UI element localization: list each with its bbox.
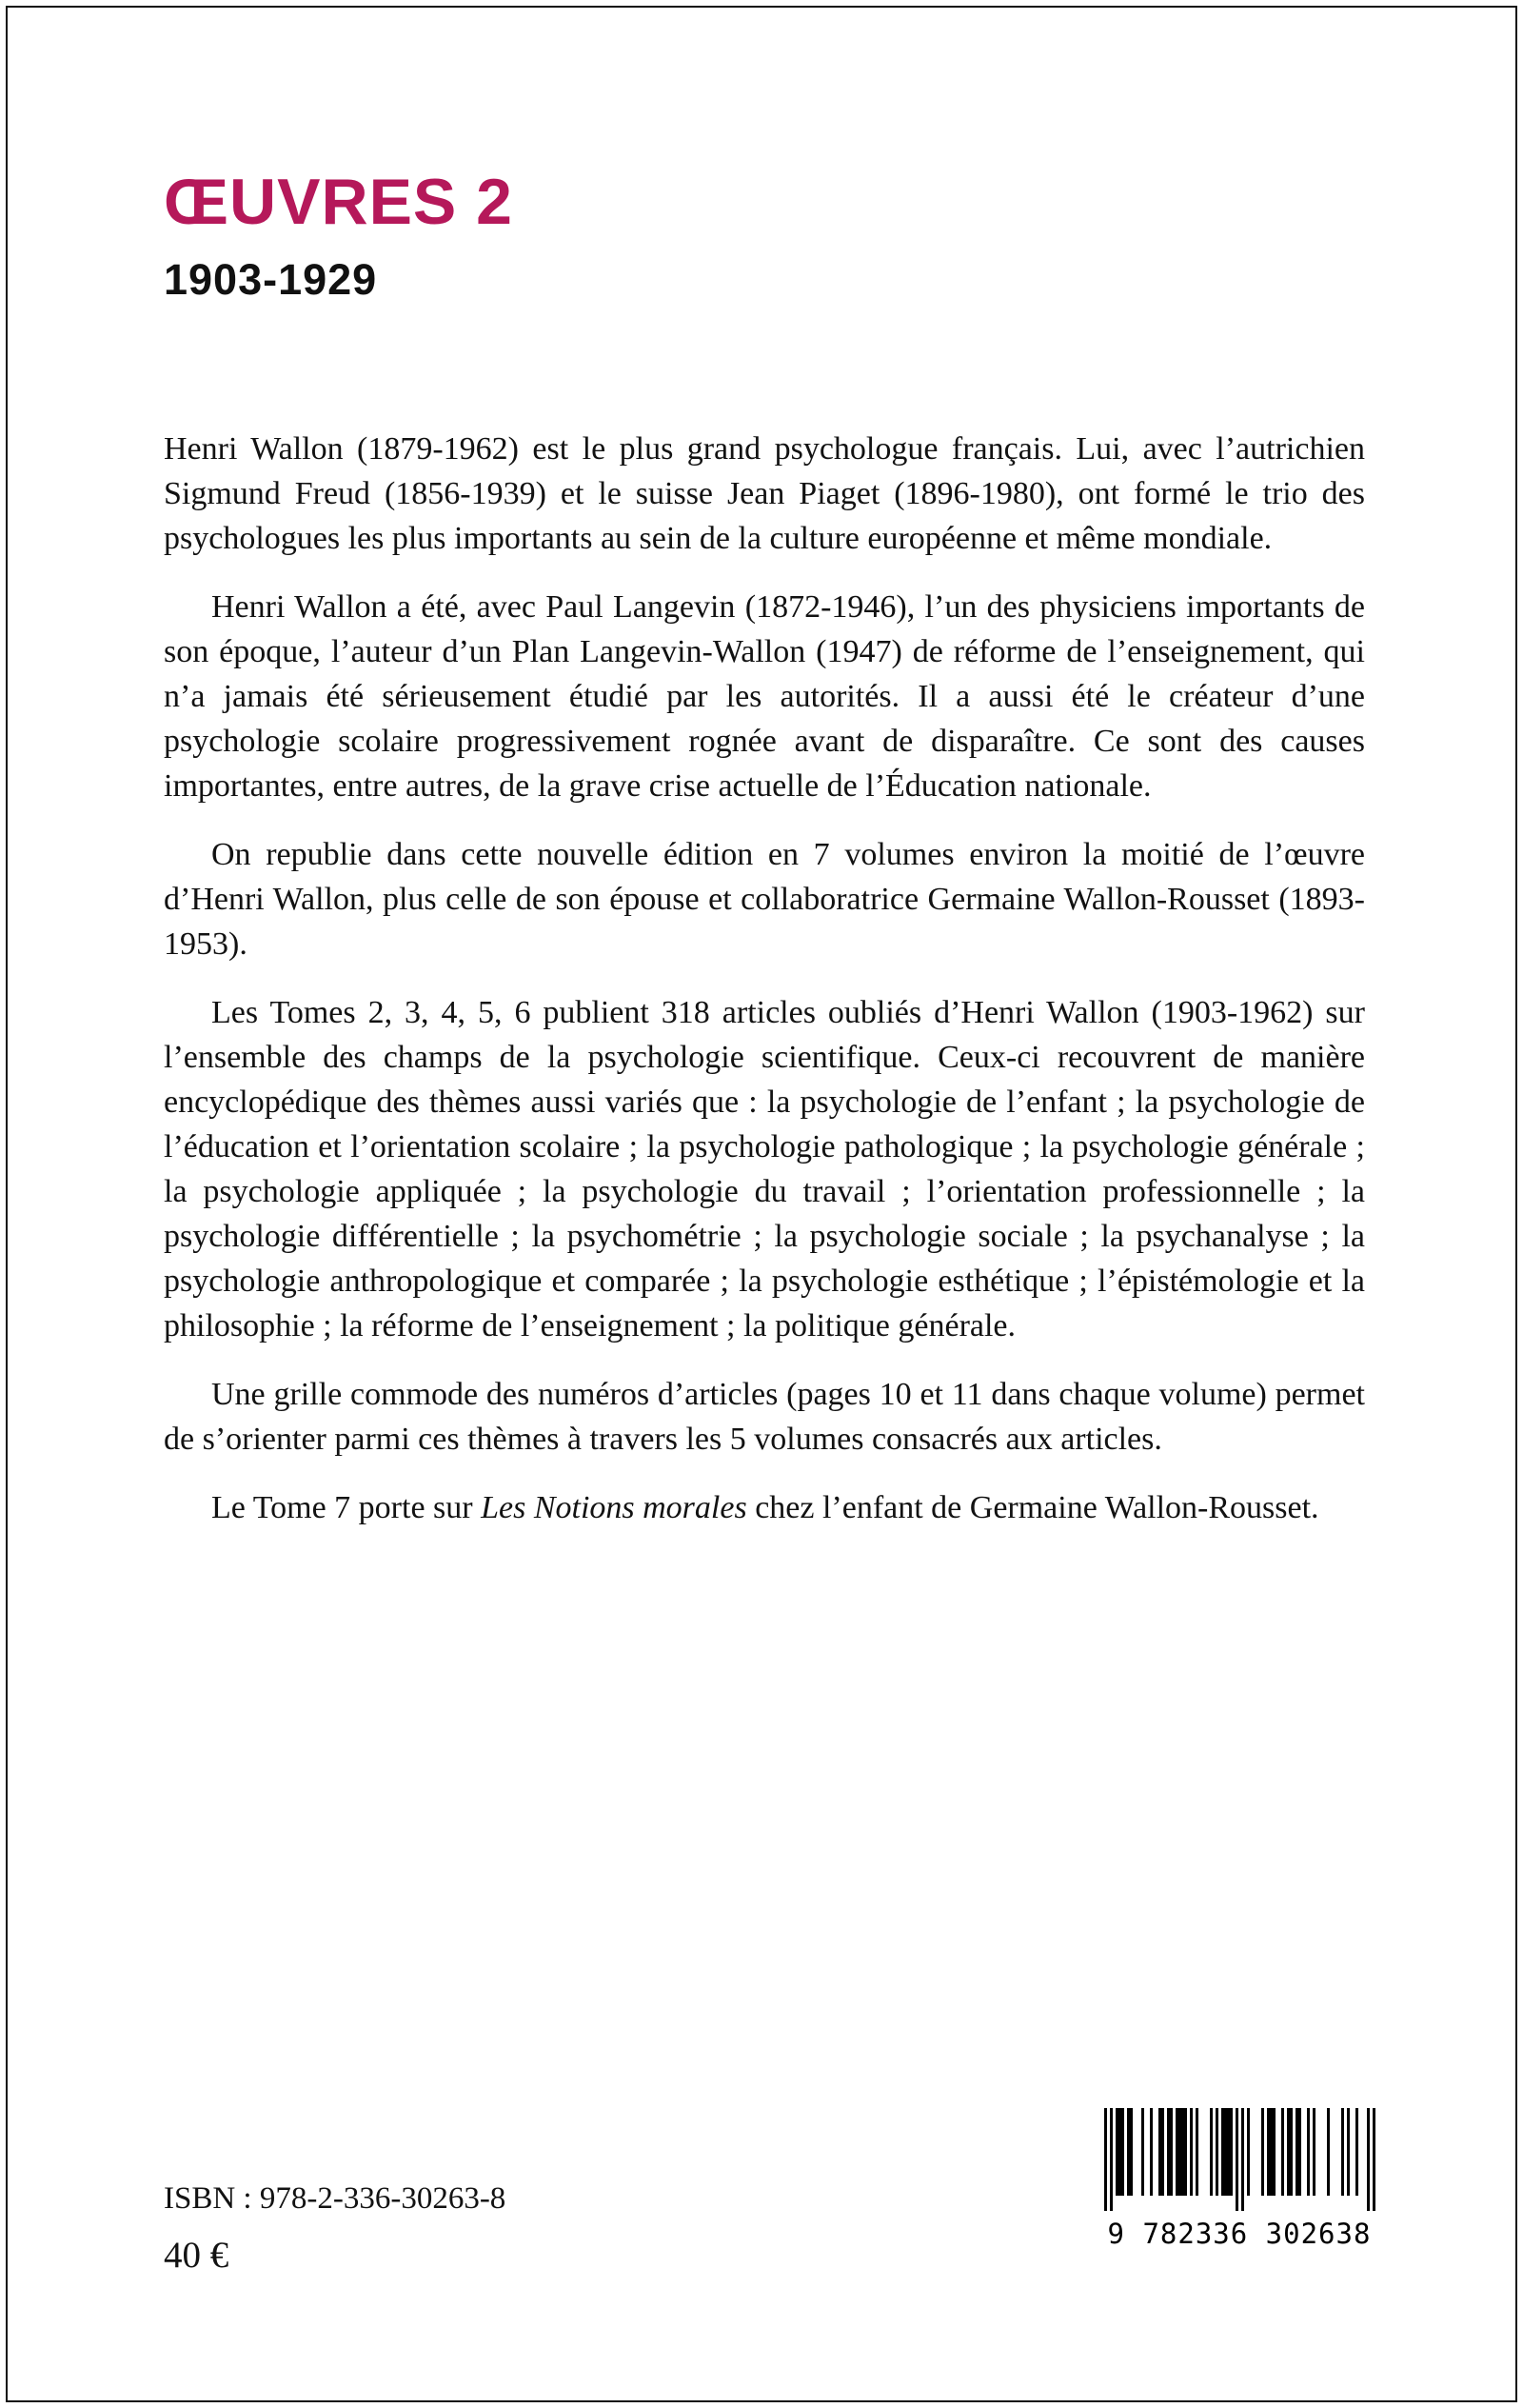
paragraph-grille: Une grille commode des numéros d’articles (pages 10 et 11 dans chaque volume) permet de s’orienter parmi ces thèmes à travers les 5 volumes consacrés aux articles. [164, 1377, 1365, 1457]
tome7-suffix: chez l’enfant de Germaine Wallon-Rousset. [746, 1490, 1319, 1525]
book-subtitle-years: 1903-1929 [164, 255, 378, 304]
barcode [1097, 2108, 1382, 2250]
paragraph-tome7 [164, 1485, 1365, 1530]
tome7-prefix: Le Tome 7 porte sur [211, 1490, 482, 1525]
paragraph-intro: Henri Wallon (1879-1962) est le plus grand psychologue français. Lui, avec l’autrichien Sigmund Freud (1856-1939) et le suisse Jean Piaget (1896-1980), ont formé le trio des psychologues les plus importants au sein de la culture européenne et même mondiale. [164, 431, 1365, 556]
barcode-number: 9 782336 302638 [1107, 2218, 1372, 2250]
cover-header [164, 166, 513, 305]
price: 40 € [164, 2234, 229, 2276]
paragraph-langevin: Henri Wallon a été, avec Paul Langevin (1872-1946), l’un des physiciens importants de son époque, l’auteur d’un Plan Langevin-Wallon (1947) de réforme de l’enseignement, qui n’a jamais été sérieusement étudié par les autorités. Il a aussi été le créateur d’une psychologie scolaire progressivement rognée avant de disparaître. Ce sont des causes importantes, entre autres, de la grave crise actuelle de l’Éducation nationale. [164, 589, 1365, 804]
book-title: ŒUVRES 2 [164, 166, 513, 238]
tome7-book-title: Les Notions morales [481, 1490, 747, 1525]
paragraph-tomes: Les Tomes 2, 3, 4, 5, 6 publient 318 articles oubliés d’Henri Wallon (1903-1962) sur l’ensemble des champs de la psychologie scientifique. Ceux-ci recouvrent de manière encyclopédique des thèmes aussi variés que : la psychologie de l’enfant ; la psychologie de l’éducation et l’orientation scolaire ; la psychologie pathologique ; la psychologie générale ; la psychologie appliquée ; la psychologie du travail ; l’orientation professionnelle ; la psychologie différentielle ; la psychométrie ; la psychologie sociale ; la psychanalyse ; la psychologie anthropologique et comparée ; la psychologie esthétique ; l’épistémologie et la philosophie ; la réforme de l’enseignement ; la politique générale. [164, 995, 1365, 1343]
isbn-price-block [164, 2180, 505, 2277]
back-cover-text [164, 427, 1365, 1554]
isbn-number: ISBN : 978-2-336-30263-8 [164, 2181, 506, 2216]
paragraph-edition: On republie dans cette nouvelle édition en 7 volumes environ la moitié de l’œuvre d’Henri Wallon, plus celle de son épouse et collaboratrice Germaine Wallon-Rousset (1893-1953). [164, 837, 1365, 962]
barcode-bars [1104, 2108, 1375, 2211]
